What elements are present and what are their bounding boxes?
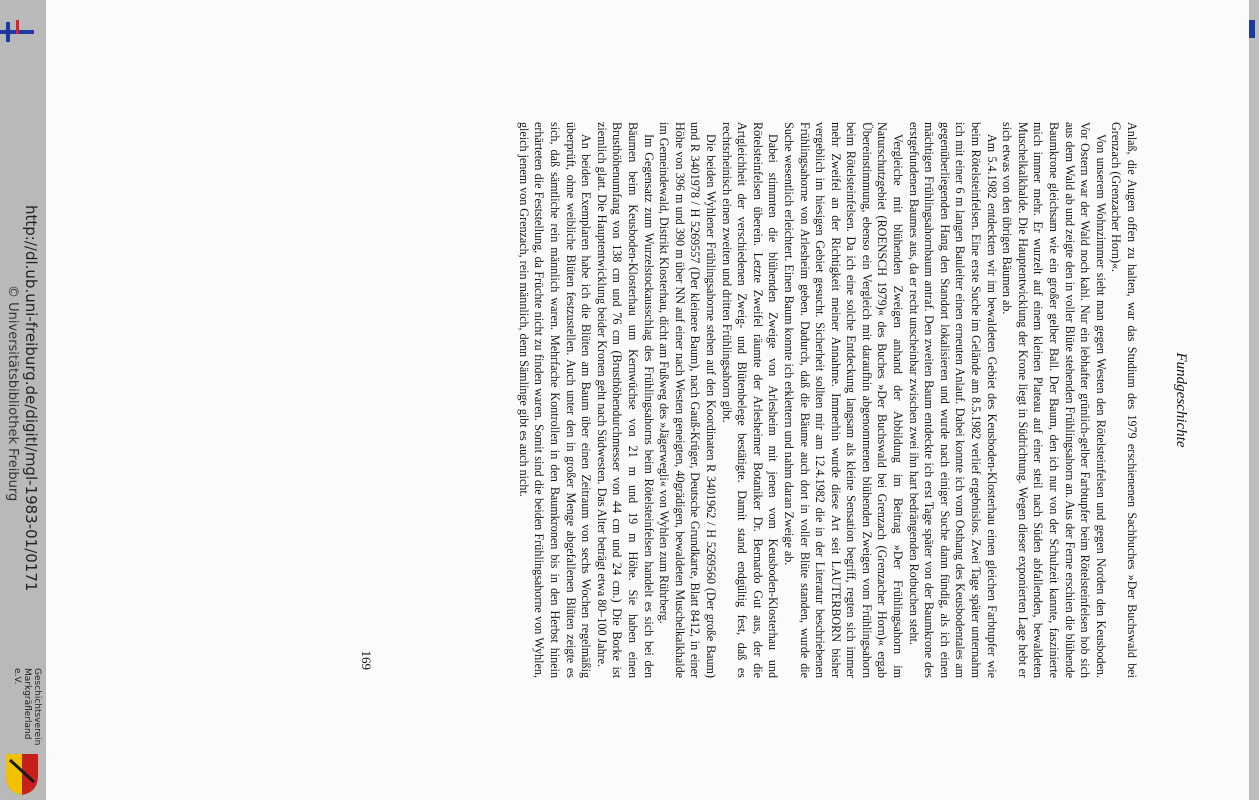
right-margin <box>1249 0 1259 800</box>
document-page <box>46 0 1249 800</box>
library-credit: © Universitätsbibliothek Freiburg <box>5 285 20 502</box>
page-header: Fundgeschichte <box>1173 352 1189 448</box>
paragraph: Die beiden Wyhlener Frühlingsahorne stehen auf den Koordinaten R 3401962 / H 5269560 (Der große Baum) und R 3401978 / H 5269557 (Der kleinere Baum), nach Gauß-Krüger, Deutsche Grundkarte, Blatt 8412, in einer Höhe von 396 m und 390 m über NN auf einer nach Westen geneigten, 40grädigen, bewaldeten Muschelkalkhalde im Gemeindewald, Distrikt Klosterhau, dicht am Fußweg des »Jägerwegli« von Wyhlen zum Rührberg. <box>657 122 718 678</box>
paragraph: An beiden Exemplaren habe ich die Blüten am Baum über einen Zeitraum von sechs Wochen regelmäßig überprüft, ohne weibliche Blüten festzustellen. Auch unter den in großer Menge abgefallenen Blüten zeigte es sich, daß sämtliche rein männlich waren. Mehrfache Kontrollen in den Baumkronen bis in den Herbst hinein erhärteten die Feststellung, da Früchte nicht zu finden waren. Somit sind die beiden Frühlingsahorne von Wyhlen, gleich jenem von Grenzach, rein männlich, denn Sämlinge gibt es auch nicht. <box>516 122 594 678</box>
society-name: Geschichtsverein Markgräflerland e.V. <box>12 668 42 746</box>
paragraph: Im Gegensatz zum Wurzelstockausschlag des Frühlingsahorns beim Rötelsteinfelsen handelt es sich bei den Bäumen beim Keusboden-Klosterhau um Kernwüchse von 21 m und 19 m Höhe. Sie haben einen Brusthöhenumfang von 138 cm und 76 cm (Brusthöhendurchmesser von 44 cm und 24 cm.) Die Borke ist ziemlich glatt. Die Hauptentwicklung beider Kronen geht nach Südwesten. Das Alter beträgt etwa 80–100 Jahre. <box>594 122 656 678</box>
body-text <box>515 122 1139 678</box>
source-url[interactable]: http://dl.ub.uni-freiburg.de/digitl/mgl-1983-01/0171 <box>22 205 40 592</box>
paragraph: Dabei stimmten die blühenden Zweige von Arlesheim mit jenen vom Keusboden-Klosterhau und Rötelsteinfelsen überein. Letzte Zweifel räumte der Arlesheimer Botaniker Dr. Bernardo Gut aus, der die Artgleichheit der verschiedenen Zweig- und Blütenbelege bestätigte. Damit stand endgültig fest, daß es rechtsrheinisch einen zweiten und dritten Frühlingsahorn gibt. <box>719 122 781 678</box>
paragraph: Von unserem Wohnzimmer sieht man gegen Westen den Rötelsteinfelsen und gegen Norden den Keusboden. Vor Ostern war der Wald noch kahl. Nur ein lebhafter grünlich-gelber Farbtupfer beim Rötelsteinfelsen hob sich aus dem Wald ab und zeigte den in voller Blüte stehenden Frühlingsahorn an. Aus der Ferne erschien die blühende Baumkrone gleichsam wie ein großer gelber Ball. Der Baum, den ich nur von der Schulzeit kannte, faszinierte mich immer mehr. Er wurzelt auf einem kleinen Plateau auf einer steil nach Süden abfallenden, bewaldeten Muschelkalkhalde. Die Hauptentwicklung der Krone liegt in Südrichtung. Wegen dieser exponierten Lage hebt er sich etwas von den übrigen Bäumen ab. <box>1000 122 1108 678</box>
edge-mark <box>1249 20 1255 38</box>
page-number: 169 <box>359 650 374 670</box>
paragraph: Am 5.4.1982 entdeckten wir im bewaldeten Gebiet des Keusboden-Klosterhau einen gleichen Farbtupfer wie beim Rötelsteinfelsen. Eine erste Suche im Gelände am 8.5.1982 verlief ergebnislos. Zwei Tage später unternahm ich mit einer 6 m langen Bauleiter einen erneuten Anlauf. Dabei konnte ich vom Osthang des Keusbodentales am gegenüberliegenden Hang den Standort lokalisieren und wurde nach einiger Suche dann fündig, als ich einen mächtigen Frühlingsahornbaum antraf. Den zweiten Baum entdeckte ich erst Tage später von der Baumkrone des erstgefundenen Baumes aus, da er recht unscheinbar zwischen zwei ihn hart bedrängenden Rotbuchen steht. <box>906 122 999 678</box>
paragraph: Anlaß, die Augen offen zu halten, war das Studium des 1979 erschienenen Sachbuches »Der Buchswald bei Grenzach (Grenzacher Horn)«. <box>1109 122 1139 678</box>
side-strip <box>0 0 46 800</box>
paragraph: Vergleiche mit blühenden Zweigen anhand der Abbildung im Beitrag »Der Frühlingsahorn im Naturschutzgebiet (ROENSCH 1979)« des Buches »Der Buchswald bei Grenzach (Grenzacher Horn)« ergab Übereinstimmung, ebenso ein Vergleich mit daraufhin abgenommenen blühenden Zweigen vom Frühlingsahorn beim Rötelsteinfelsen. Da ich eine solche Entdeckung langsam als kleine Sensation begriff, regten sich immer mehr Zweifel an der Richtigkeit meiner Annahme. Immerhin wurde diese Art seit LAUTERBORN bisher vergeblich im hiesigen Gebiet gesucht. Sicherheit sollten mir am 12.4.1982 die in der Literatur beschriebenen Frühlingsahorne von Arlesheim geben. Dadurch, daß die Bäume auch dort in voller Blüte standen, wurde die Suche wesentlich erleichtert. Einen Baum konnte ich erklettern und nahm daran Zweige ab. <box>781 122 906 678</box>
